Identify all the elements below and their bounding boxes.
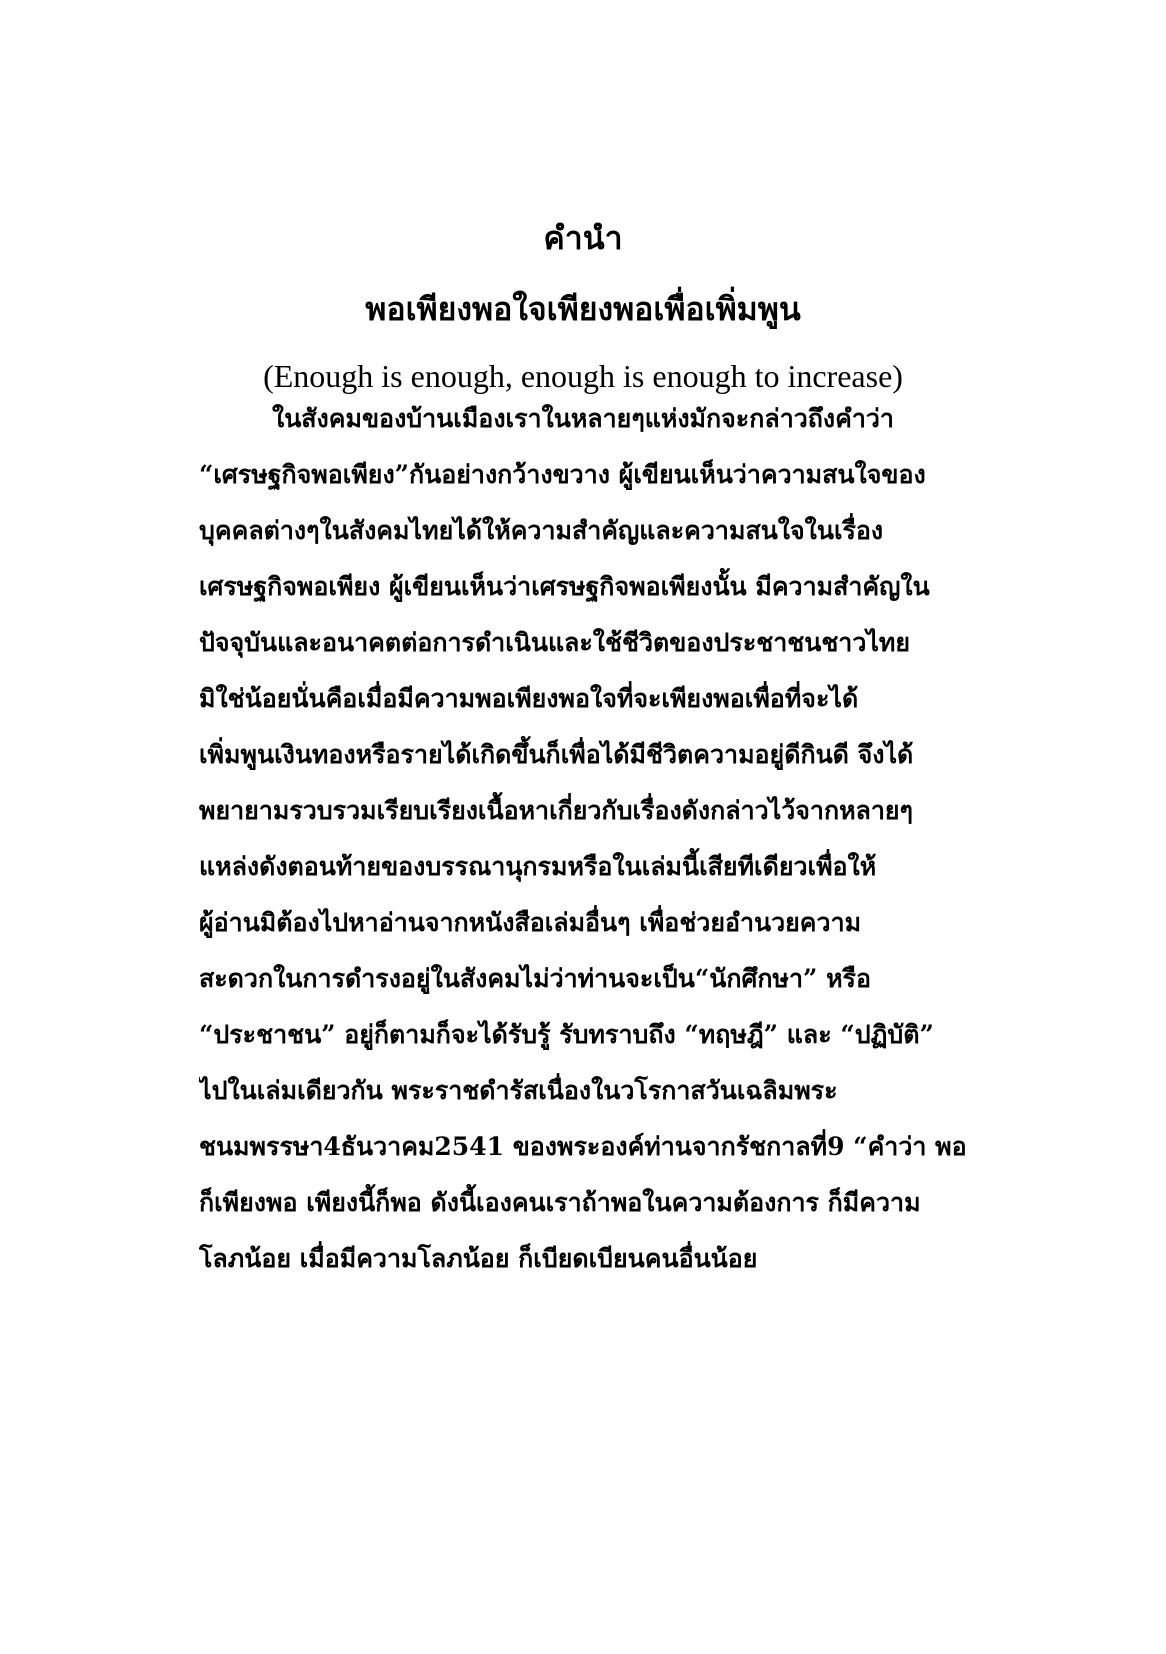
page-subtitle: พอเพียงพอใจเพียงพอเพื่อเพิ่มพูน (365, 290, 801, 328)
paragraph-line: ปัจจุบันและอนาคตต่อการดำเนินและใช้ชีวิตของประชาชนชาวไทย (199, 628, 911, 657)
paragraph-line: สะดวกในการดำรงอยู่ในสังคมไม่ว่าท่านจะเป็น“นักศึกษา” หรือ (199, 964, 871, 993)
paragraph-line: ก็เพียงพอ เพียงนี้ก็พอ ดังนี้เองคนเราถ้าพอในความต้องการ ก็มีความ (199, 1188, 921, 1217)
paragraph-line: ในสังคมของบ้านเมืองเราในหลายๆแห่งมักจะกล่าวถึงคำว่า (272, 404, 894, 433)
paragraph-line: ไปในเล่มเดียวกัน พระราชดำรัสเนื่องในวโรกาสวันเฉลิมพระ (199, 1076, 838, 1105)
paragraph-line: เศรษฐกิจพอเพียง ผู้เขียนเห็นว่าเศรษฐกิจพอเพียงนั้น มีความสำคัญใน (199, 572, 930, 601)
paragraph-line: บุคคลต่างๆในสังคมไทยได้ให้ความสำคัญและความสนใจในเรื่อง (199, 516, 884, 545)
paragraph-line: พยายามรวบรวมเรียบเรียงเนื้อหาเกี่ยวกับเรื่องดังกล่าวไว้จากหลายๆ (199, 796, 913, 825)
paragraph-line: ชนมพรรษา4ธันวาคม2541 ของพระองค์ท่านจากรัชกาลที่9 “คำว่า พอ (199, 1132, 967, 1161)
english-translation: (Enough is enough, enough is enough to increase) (263, 358, 903, 394)
paragraph-line: มิใช่น้อยนั่นคือเมื่อมีความพอเพียงพอใจที่จะเพียงพอเพื่อที่จะได้ (199, 684, 859, 713)
paragraph-line: “ประชาชน” อยู่ก็ตามก็จะได้รับรู้ รับทราบถึง “ทฤษฎี” และ “ปฏิบัติ” (199, 1020, 934, 1049)
paragraph-line: “เศรษฐกิจพอเพียง”กันอย่างกว้างขวาง ผู้เขียนเห็นว่าความสนใจของ (199, 460, 926, 489)
paragraph-line: แหล่งดังตอนท้ายของบรรณานุกรมหรือในเล่มนี้เสียทีเดียวเพื่อให้ (199, 852, 877, 881)
paragraph-line: ผู้อ่านมิต้องไปหาอ่านจากหนังสือเล่มอื่นๆ เพื่อช่วยอำนวยความ (199, 908, 862, 937)
page-title: คำนำ (543, 219, 623, 257)
paragraph-line: โลภน้อย เมื่อมีความโลภน้อย ก็เบียดเบียนคนอื่นน้อย (199, 1244, 758, 1273)
paragraph-line: เพิ่มพูนเงินทองหรือรายได้เกิดขึ้นก็เพื่อได้มีชีวิตความอยู่ดีกินดี จึงได้ (199, 740, 914, 769)
